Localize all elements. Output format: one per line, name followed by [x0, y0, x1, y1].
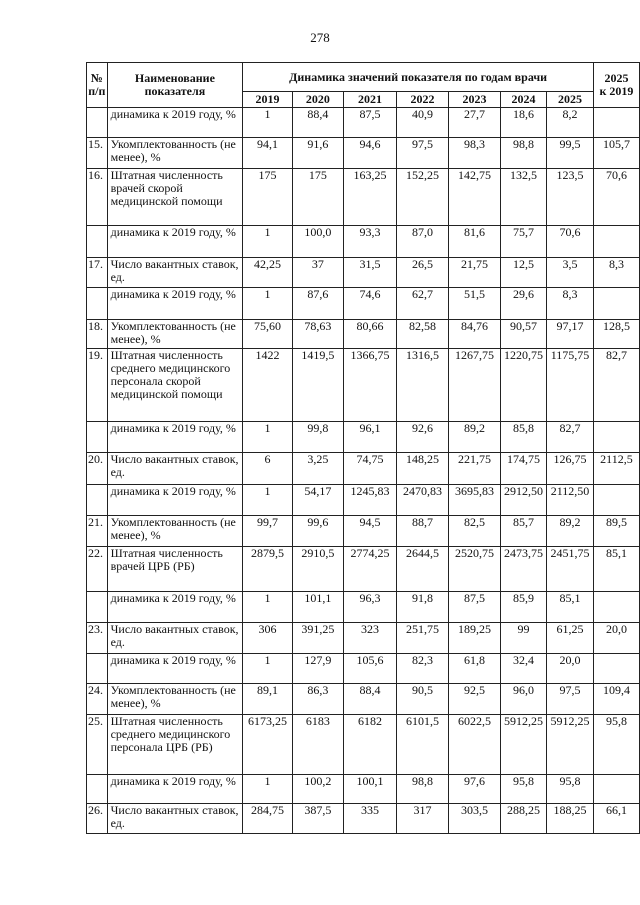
value-cell: 98,8 [501, 138, 547, 169]
value-cell: 2520,75 [448, 547, 500, 592]
value-cell: 6182 [343, 715, 396, 775]
value-cell: 97,5 [547, 684, 594, 715]
indicator-name: динамика к 2019 году, % [107, 108, 243, 138]
value-cell: 1 [243, 485, 292, 516]
indicators-table [86, 62, 640, 834]
value-cell: 85,1 [593, 547, 639, 592]
value-cell: 37 [292, 258, 343, 288]
value-cell: 21,75 [448, 258, 500, 288]
row-number: 15. [87, 138, 108, 169]
value-cell: 98,3 [448, 138, 500, 169]
value-cell: 175 [243, 169, 292, 226]
value-cell: 3,5 [547, 258, 594, 288]
value-cell: 85,1 [547, 592, 594, 623]
table-row [87, 592, 640, 623]
value-cell: 123,5 [547, 169, 594, 226]
value-cell: 31,5 [343, 258, 396, 288]
value-cell: 82,58 [396, 320, 448, 349]
value-cell: 82,7 [593, 349, 639, 422]
value-cell: 82,5 [448, 516, 500, 547]
value-cell: 85,9 [501, 592, 547, 623]
value-cell: 32,4 [501, 654, 547, 684]
row-number: 24. [87, 684, 108, 715]
table-row [87, 804, 640, 834]
value-cell: 6173,25 [243, 715, 292, 775]
value-cell: 89,2 [547, 516, 594, 547]
value-cell: 94,1 [243, 138, 292, 169]
value-cell: 100,1 [343, 775, 396, 804]
value-cell: 1267,75 [448, 349, 500, 422]
value-cell: 88,4 [343, 684, 396, 715]
value-cell: 288,25 [501, 804, 547, 834]
value-cell: 100,0 [292, 226, 343, 258]
value-cell: 188,25 [547, 804, 594, 834]
indicator-name: Штатная численность врачей скорой медицинской помощи [107, 169, 243, 226]
col-header-2025-vs-2019: 2025 к 2019 [593, 63, 639, 108]
col-header-num: № п/п [87, 63, 108, 108]
value-cell: 92,6 [396, 422, 448, 453]
value-cell [593, 288, 639, 320]
indicator-name: Число вакантных ставок, ед. [107, 258, 243, 288]
value-cell: 6022,5 [448, 715, 500, 775]
indicator-name: Число вакантных ставок, ед. [107, 804, 243, 834]
table-row [87, 226, 640, 258]
table-row [87, 623, 640, 654]
value-cell: 27,7 [448, 108, 500, 138]
value-cell: 92,5 [448, 684, 500, 715]
value-cell [593, 775, 639, 804]
value-cell: 6183 [292, 715, 343, 775]
row-number [87, 592, 108, 623]
value-cell: 74,6 [343, 288, 396, 320]
page-number: 278 [310, 30, 330, 45]
indicator-name: динамика к 2019 году, % [107, 226, 243, 258]
table-row [87, 516, 640, 547]
value-cell: 1 [243, 108, 292, 138]
table-row [87, 547, 640, 592]
indicator-name: Штатная численность среднего медицинского персонала скорой медицинской помощи [107, 349, 243, 422]
table-row [87, 349, 640, 422]
value-cell: 1 [243, 654, 292, 684]
value-cell: 74,75 [343, 453, 396, 485]
indicator-name: Число вакантных ставок, ед. [107, 453, 243, 485]
row-number [87, 775, 108, 804]
col-header-dynamics: Динамика значений показателя по годам врачи [243, 63, 594, 92]
year-header: 2024 [501, 92, 547, 108]
value-cell: 90,57 [501, 320, 547, 349]
row-number: 19. [87, 349, 108, 422]
table-row [87, 485, 640, 516]
value-cell: 78,63 [292, 320, 343, 349]
value-cell: 70,6 [547, 226, 594, 258]
table-row [87, 775, 640, 804]
value-cell: 70,6 [593, 169, 639, 226]
value-cell: 91,6 [292, 138, 343, 169]
value-cell [593, 592, 639, 623]
value-cell: 87,0 [396, 226, 448, 258]
row-number: 22. [87, 547, 108, 592]
row-number [87, 226, 108, 258]
value-cell: 12,5 [501, 258, 547, 288]
value-cell: 99,6 [292, 516, 343, 547]
value-cell [593, 485, 639, 516]
value-cell: 128,5 [593, 320, 639, 349]
value-cell: 303,5 [448, 804, 500, 834]
value-cell: 61,8 [448, 654, 500, 684]
value-cell: 29,6 [501, 288, 547, 320]
value-cell: 99,8 [292, 422, 343, 453]
row-number: 16. [87, 169, 108, 226]
col-header-name: Наименование показателя [107, 63, 243, 108]
value-cell: 18,6 [501, 108, 547, 138]
value-cell: 1 [243, 288, 292, 320]
indicator-name: динамика к 2019 году, % [107, 422, 243, 453]
value-cell: 82,3 [396, 654, 448, 684]
value-cell: 2473,75 [501, 547, 547, 592]
value-cell: 2470,83 [396, 485, 448, 516]
table-row [87, 288, 640, 320]
value-cell: 88,4 [292, 108, 343, 138]
row-number: 18. [87, 320, 108, 349]
value-cell: 98,8 [396, 775, 448, 804]
row-number [87, 654, 108, 684]
indicator-name: динамика к 2019 году, % [107, 288, 243, 320]
value-cell: 1366,75 [343, 349, 396, 422]
value-cell: 82,7 [547, 422, 594, 453]
table-row [87, 422, 640, 453]
value-cell: 1419,5 [292, 349, 343, 422]
value-cell [593, 108, 639, 138]
value-cell: 95,8 [501, 775, 547, 804]
table-row [87, 684, 640, 715]
value-cell: 89,1 [243, 684, 292, 715]
value-cell: 152,25 [396, 169, 448, 226]
value-cell: 317 [396, 804, 448, 834]
year-header: 2020 [292, 92, 343, 108]
value-cell: 387,5 [292, 804, 343, 834]
value-cell: 1220,75 [501, 349, 547, 422]
row-number: 20. [87, 453, 108, 485]
value-cell: 2912,50 [501, 485, 547, 516]
value-cell: 91,8 [396, 592, 448, 623]
value-cell: 20,0 [547, 654, 594, 684]
value-cell: 20,0 [593, 623, 639, 654]
row-number: 25. [87, 715, 108, 775]
value-cell: 42,25 [243, 258, 292, 288]
value-cell: 105,7 [593, 138, 639, 169]
indicator-name: динамика к 2019 году, % [107, 775, 243, 804]
value-cell: 221,75 [448, 453, 500, 485]
value-cell: 40,9 [396, 108, 448, 138]
value-cell: 2774,25 [343, 547, 396, 592]
value-cell: 100,2 [292, 775, 343, 804]
value-cell: 87,5 [448, 592, 500, 623]
indicator-name: Укомплектованность (не менее), % [107, 684, 243, 715]
value-cell [593, 654, 639, 684]
value-cell: 2451,75 [547, 547, 594, 592]
table-row [87, 258, 640, 288]
value-cell: 2644,5 [396, 547, 448, 592]
year-header: 2023 [448, 92, 500, 108]
value-cell: 175 [292, 169, 343, 226]
value-cell: 101,1 [292, 592, 343, 623]
value-cell: 54,17 [292, 485, 343, 516]
indicator-name: динамика к 2019 году, % [107, 654, 243, 684]
row-number [87, 108, 108, 138]
table-row [87, 715, 640, 775]
value-cell: 2112,5 [593, 453, 639, 485]
value-cell: 284,75 [243, 804, 292, 834]
table-row [87, 453, 640, 485]
value-cell: 1 [243, 422, 292, 453]
table-row [87, 169, 640, 226]
value-cell: 93,3 [343, 226, 396, 258]
value-cell: 335 [343, 804, 396, 834]
value-cell: 3695,83 [448, 485, 500, 516]
value-cell [593, 422, 639, 453]
value-cell: 75,7 [501, 226, 547, 258]
value-cell: 86,3 [292, 684, 343, 715]
row-number [87, 485, 108, 516]
indicator-name: Число вакантных ставок, ед. [107, 623, 243, 654]
value-cell: 62,7 [396, 288, 448, 320]
value-cell: 96,3 [343, 592, 396, 623]
value-cell: 89,5 [593, 516, 639, 547]
value-cell: 61,25 [547, 623, 594, 654]
value-cell: 66,1 [593, 804, 639, 834]
value-cell: 142,75 [448, 169, 500, 226]
value-cell: 99,7 [243, 516, 292, 547]
value-cell: 97,17 [547, 320, 594, 349]
indicator-name: Штатная численность врачей ЦРБ (РБ) [107, 547, 243, 592]
value-cell: 2879,5 [243, 547, 292, 592]
indicator-name: динамика к 2019 году, % [107, 485, 243, 516]
value-cell: 105,6 [343, 654, 396, 684]
value-cell: 85,8 [501, 422, 547, 453]
value-cell: 94,5 [343, 516, 396, 547]
value-cell: 97,5 [396, 138, 448, 169]
value-cell: 8,3 [593, 258, 639, 288]
value-cell: 127,9 [292, 654, 343, 684]
value-cell: 109,4 [593, 684, 639, 715]
value-cell: 97,6 [448, 775, 500, 804]
value-cell: 132,5 [501, 169, 547, 226]
indicator-name: Штатная численность среднего медицинского персонала ЦРБ (РБ) [107, 715, 243, 775]
value-cell: 126,75 [547, 453, 594, 485]
value-cell: 163,25 [343, 169, 396, 226]
year-header: 2022 [396, 92, 448, 108]
row-number: 17. [87, 258, 108, 288]
year-header: 2021 [343, 92, 396, 108]
row-number [87, 422, 108, 453]
value-cell: 51,5 [448, 288, 500, 320]
value-cell: 5912,25 [501, 715, 547, 775]
value-cell: 1 [243, 226, 292, 258]
value-cell: 89,2 [448, 422, 500, 453]
year-header: 2019 [243, 92, 292, 108]
value-cell: 81,6 [448, 226, 500, 258]
indicator-name: динамика к 2019 году, % [107, 592, 243, 623]
value-cell: 26,5 [396, 258, 448, 288]
value-cell: 1 [243, 592, 292, 623]
value-cell: 3,25 [292, 453, 343, 485]
value-cell: 6101,5 [396, 715, 448, 775]
value-cell: 251,75 [396, 623, 448, 654]
value-cell: 87,5 [343, 108, 396, 138]
value-cell: 99 [501, 623, 547, 654]
row-number: 23. [87, 623, 108, 654]
value-cell: 1 [243, 775, 292, 804]
table-row [87, 320, 640, 349]
table-row [87, 138, 640, 169]
row-number: 26. [87, 804, 108, 834]
value-cell: 88,7 [396, 516, 448, 547]
value-cell: 148,25 [396, 453, 448, 485]
value-cell: 1175,75 [547, 349, 594, 422]
value-cell: 95,8 [593, 715, 639, 775]
value-cell: 1422 [243, 349, 292, 422]
value-cell: 1316,5 [396, 349, 448, 422]
value-cell: 306 [243, 623, 292, 654]
value-cell: 95,8 [547, 775, 594, 804]
value-cell: 80,66 [343, 320, 396, 349]
value-cell: 90,5 [396, 684, 448, 715]
value-cell: 8,3 [547, 288, 594, 320]
value-cell: 5912,25 [547, 715, 594, 775]
value-cell: 87,6 [292, 288, 343, 320]
value-cell: 75,60 [243, 320, 292, 349]
table-row [87, 108, 640, 138]
value-cell: 189,25 [448, 623, 500, 654]
indicator-name: Укомплектованность (не менее), % [107, 516, 243, 547]
value-cell: 2910,5 [292, 547, 343, 592]
value-cell: 85,7 [501, 516, 547, 547]
value-cell: 84,76 [448, 320, 500, 349]
value-cell: 96,0 [501, 684, 547, 715]
value-cell: 8,2 [547, 108, 594, 138]
table-row [87, 654, 640, 684]
value-cell: 94,6 [343, 138, 396, 169]
value-cell: 6 [243, 453, 292, 485]
indicator-name: Укомплектованность (не менее), % [107, 138, 243, 169]
indicator-name: Укомплектованность (не менее), % [107, 320, 243, 349]
value-cell [593, 226, 639, 258]
value-cell: 1245,83 [343, 485, 396, 516]
value-cell: 99,5 [547, 138, 594, 169]
row-number [87, 288, 108, 320]
value-cell: 323 [343, 623, 396, 654]
value-cell: 2112,50 [547, 485, 594, 516]
value-cell: 96,1 [343, 422, 396, 453]
value-cell: 174,75 [501, 453, 547, 485]
year-header: 2025 [547, 92, 594, 108]
value-cell: 391,25 [292, 623, 343, 654]
row-number: 21. [87, 516, 108, 547]
